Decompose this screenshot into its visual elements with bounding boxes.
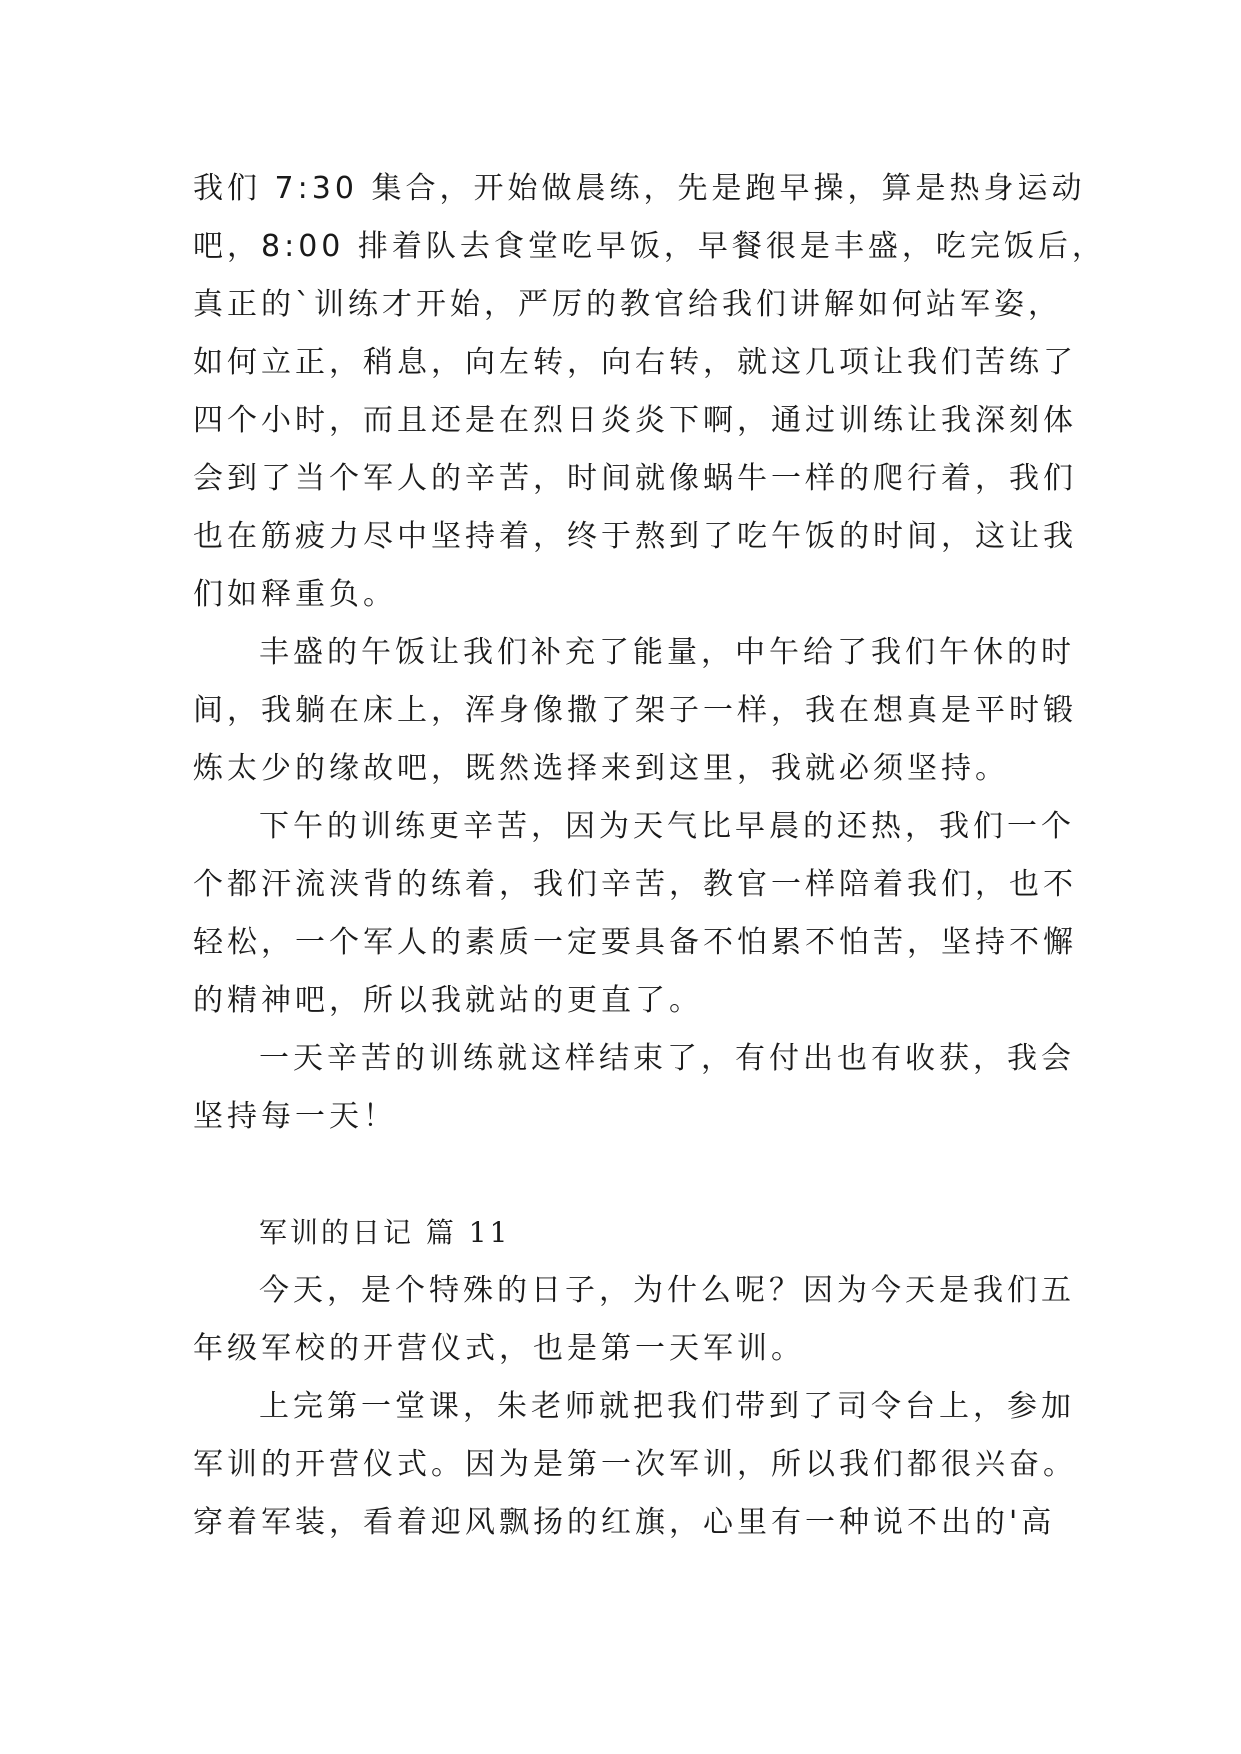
paragraph-special-day	[193, 1262, 1075, 1378]
text-line: 轻松，一个军人的素质一定要具备不怕累不怕苦，坚持不懈	[193, 925, 1077, 960]
text-line: 炼太少的缘故吧，既然选择来到这里，我就必须坚持。	[193, 751, 1009, 786]
text-line: 穿着军装，看着迎风飘扬的红旗，心里有一种说不出的'高	[193, 1505, 1056, 1540]
text-line: 我们 7:30 集合，开始做晨练，先是跑早操，算是热身运动	[193, 171, 1086, 206]
text-line: 丰盛的午饭让我们补充了能量，中午给了我们午休的时	[259, 635, 1075, 670]
text-line: 间，我躺在床上，浑身像撒了架子一样，我在想真是平时锻	[193, 693, 1077, 728]
text-line: 真正的`训练才开始，严厉的教官给我们讲解如何站军姿，	[193, 287, 1062, 322]
text-line: 的精神吧，所以我就站的更直了。	[193, 983, 703, 1018]
section-spacer	[193, 1146, 1063, 1204]
paragraph-opening-ceremony	[193, 1378, 1077, 1552]
text-line: 军训的开营仪式。因为是第一次军训，所以我们都很兴奋。	[193, 1447, 1077, 1482]
text-line: 一天辛苦的训练就这样结束了，有付出也有收获，我会	[259, 1041, 1075, 1076]
text-line: 年级军校的开营仪式，也是第一天军训。	[193, 1331, 805, 1366]
paragraph-day-end	[193, 1030, 1075, 1146]
text-line: 坚持每一天！	[193, 1099, 397, 1134]
paragraph-afternoon-training	[193, 798, 1077, 1030]
paragraph-lunch-rest	[193, 624, 1077, 798]
document-body	[193, 160, 1106, 1552]
text-line: 个都汗流浃背的练着，我们辛苦，教官一样陪着我们，也不	[193, 867, 1077, 902]
text-line: 如何立正，稍息，向左转，向右转，就这几项让我们苦练了	[193, 345, 1077, 380]
text-line: 们如释重负。	[193, 577, 397, 612]
text-line: 也在筋疲力尽中坚持着，终于熬到了吃午饭的时间，这让我	[193, 519, 1077, 554]
text-line: 下午的训练更辛苦，因为天气比早晨的还热，我们一个	[259, 809, 1075, 844]
text-line: 会到了当个军人的辛苦，时间就像蜗牛一样的爬行着，我们	[193, 461, 1077, 496]
text-line: 上完第一堂课，朱老师就把我们带到了司令台上，参加	[259, 1389, 1075, 1424]
section-heading: 军训的日记 篇 11	[259, 1216, 511, 1249]
text-line: 吧，8:00 排着队去食堂吃早饭，早餐很是丰盛，吃完饭后，	[193, 229, 1106, 264]
text-line: 四个小时，而且还是在烈日炎炎下啊，通过训练让我深刻体	[193, 403, 1077, 438]
paragraph-morning-training	[193, 160, 1106, 624]
text-line: 今天，是个特殊的日子，为什么呢？因为今天是我们五	[259, 1273, 1075, 1308]
